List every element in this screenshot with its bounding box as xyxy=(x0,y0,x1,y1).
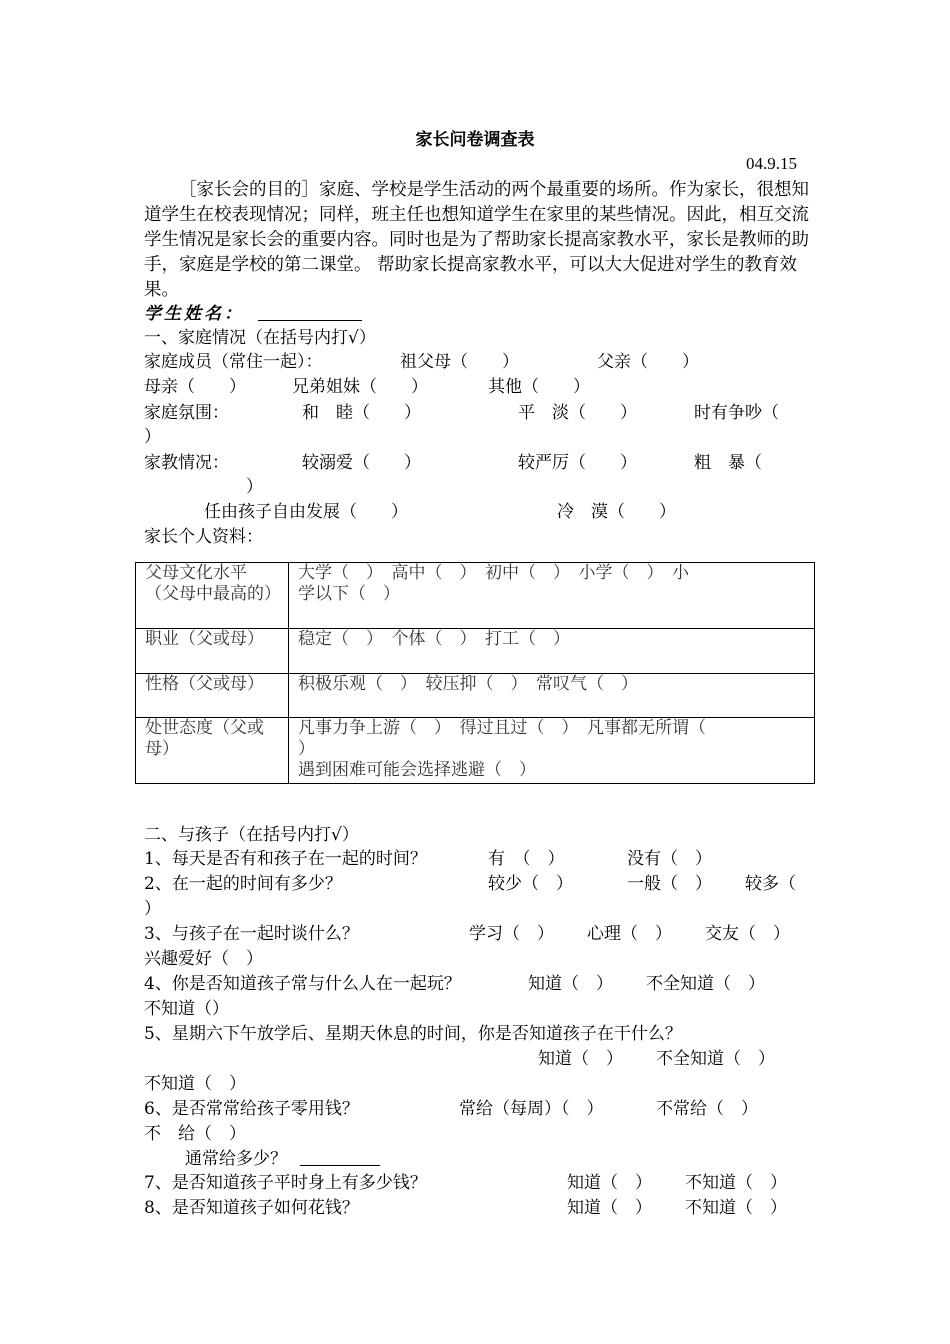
options-line[interactable]: ） xyxy=(298,739,315,759)
option-mother[interactable]: 母亲（ ） xyxy=(144,377,246,397)
section2-heading: 二、与孩子（在括号内打√） xyxy=(144,825,359,845)
row-label-occupation: 职业（父或母） xyxy=(136,629,289,674)
option-rough-close: ） xyxy=(246,477,263,497)
option-harmonious[interactable]: 和 睦（ ） xyxy=(302,403,421,423)
q5-option-unknown[interactable]: 不知道（ ） xyxy=(144,1074,246,1094)
table-row xyxy=(136,563,815,629)
q6-option-rarely[interactable]: 不常给（ ） xyxy=(656,1099,758,1119)
row-label-attitude: 处世态度（父或母） xyxy=(136,718,289,784)
q1-text: 1、每天是否有和孩子在一起的时间？ xyxy=(144,849,427,869)
option-other[interactable]: 其他（ ） xyxy=(488,377,590,397)
q7-option-know[interactable]: 知道（ ） xyxy=(567,1173,652,1193)
q2-option-more-close: ） xyxy=(144,899,161,919)
table-row xyxy=(136,629,815,674)
options-line[interactable]: 稳定（ ） 个体（ ） 打工（ ） xyxy=(298,629,570,649)
q3-text: 3、与孩子在一起时谈什么？ xyxy=(144,924,359,944)
q3-option-hobbies[interactable]: 兴趣爱好（ ） xyxy=(144,949,263,969)
q2-option-average[interactable]: 一般（ ） xyxy=(627,874,712,894)
q8-text: 8、是否知道孩子如何花钱？ xyxy=(144,1198,359,1218)
options-line[interactable]: 大学（ ） 高中（ ） 初中（ ） 小学（ ） 小 xyxy=(298,563,689,583)
option-quarrel[interactable]: 时有争吵（ xyxy=(694,403,779,423)
option-quarrel-close: ） xyxy=(144,427,161,447)
personal-label: 家长个人资料： xyxy=(144,527,263,547)
q3-option-mind[interactable]: 心理（ ） xyxy=(587,924,672,944)
members-label: 家庭成员（常住一起）： xyxy=(144,352,323,372)
options-line[interactable]: 学以下（ ） xyxy=(298,584,400,604)
q6-option-never[interactable]: 不 给（ ） xyxy=(144,1124,246,1144)
q7-option-unknown[interactable]: 不知道（ ） xyxy=(685,1173,787,1193)
q5-option-know[interactable]: 知道（ ） xyxy=(538,1049,623,1069)
q6-option-often[interactable]: 常给（每周）（ ） xyxy=(459,1099,604,1119)
intro-paragraph: ［家长会的目的］家庭、学校是学生活动的两个最重要的场所。作为家长，很想知道学生在校表现情况；同样，班主任也想知道学生在家里的某些情况。因此，相互交流学生情况是家长会的重要内容。同时也是为了帮助家长提高家教水平，家长是教师的助手，家庭是学校的第二课堂。 帮助家长提高家教水平，可以大大促进对学生的教育效果。 xyxy=(144,180,809,300)
q1-option-no[interactable]: 没有（ ） xyxy=(627,849,712,869)
q7-text: 7、是否知道孩子平时身上有多少钱？ xyxy=(144,1173,427,1193)
education-label: 家教情况： xyxy=(144,453,229,473)
q8-option-know[interactable]: 知道（ ） xyxy=(567,1198,652,1218)
page-title: 家长问卷调查表 xyxy=(415,130,535,150)
q6-sub-text: 通常给多少？ xyxy=(185,1149,287,1169)
options-line[interactable]: 凡事力争上游（ ） 得过且过（ ） 凡事都无所谓（ xyxy=(298,718,706,738)
q5-text: 5、星期六下午放学后、星期天休息的时间，你是否知道孩子在干什么？ xyxy=(144,1024,682,1044)
q4-option-unknown[interactable]: 不知道（） xyxy=(144,999,229,1019)
option-father[interactable]: 父亲（ ） xyxy=(597,352,699,372)
options-line[interactable]: 积极乐观（ ） 较压抑（ ） 常叹气（ ） xyxy=(298,674,638,694)
q3-option-friends[interactable]: 交友（ ） xyxy=(705,924,790,944)
q5-option-partly[interactable]: 不全知道（ ） xyxy=(656,1049,775,1069)
q6-amount-field[interactable] xyxy=(300,1147,380,1173)
option-grandparents[interactable]: 祖父母（ ） xyxy=(400,352,519,372)
q1-option-yes[interactable]: 有 （ ） xyxy=(488,849,565,869)
q2-option-little[interactable]: 较少（ ） xyxy=(488,874,573,894)
row-options-education[interactable] xyxy=(289,563,815,629)
q2-text: 2、在一起的时间有多少？ xyxy=(144,874,342,894)
q4-text: 4、你是否知道孩子常与什么人在一起玩？ xyxy=(144,974,461,994)
option-indifferent[interactable]: 冷 漠（ ） xyxy=(557,502,676,522)
q8-option-unknown[interactable]: 不知道（ ） xyxy=(685,1198,787,1218)
atmosphere-label: 家庭氛围： xyxy=(144,403,229,423)
row-options-attitude[interactable] xyxy=(289,718,815,784)
student-name-label: 学生姓名： xyxy=(144,304,244,324)
date-stamp: 04.9.15 xyxy=(746,154,797,173)
option-siblings[interactable]: 兄弟姐妹（ ） xyxy=(292,377,428,397)
q2-option-more[interactable]: 较多（ xyxy=(745,874,796,894)
table-row xyxy=(136,718,815,784)
option-doting[interactable]: 较溺爱（ ） xyxy=(302,453,421,473)
option-free[interactable]: 任由孩子自由发展（ ） xyxy=(204,502,408,522)
section1-heading: 一、家庭情况（在括号内打√） xyxy=(144,328,376,348)
q6-text: 6、是否常常给孩子零用钱？ xyxy=(144,1099,359,1119)
row-label-personality: 性格（父或母） xyxy=(136,674,289,718)
options-line[interactable]: 遇到困难可能会选择逃避（ ） xyxy=(298,760,536,780)
q4-option-know[interactable]: 知道（ ） xyxy=(528,974,613,994)
row-options-personality[interactable] xyxy=(289,674,815,718)
student-name-field[interactable] xyxy=(258,302,362,328)
option-rough[interactable]: 粗 暴（ xyxy=(694,453,762,473)
q4-option-partly[interactable]: 不全知道（ ） xyxy=(646,974,765,994)
option-plain[interactable]: 平 淡（ ） xyxy=(518,403,637,423)
table-row xyxy=(136,674,815,718)
row-options-occupation[interactable] xyxy=(289,629,815,674)
personal-info-table xyxy=(135,562,815,784)
row-label-education: 父母文化水平（父母中最高的） xyxy=(136,563,289,629)
option-strict[interactable]: 较严厉（ ） xyxy=(518,453,637,473)
q3-option-study[interactable]: 学习（ ） xyxy=(469,924,554,944)
